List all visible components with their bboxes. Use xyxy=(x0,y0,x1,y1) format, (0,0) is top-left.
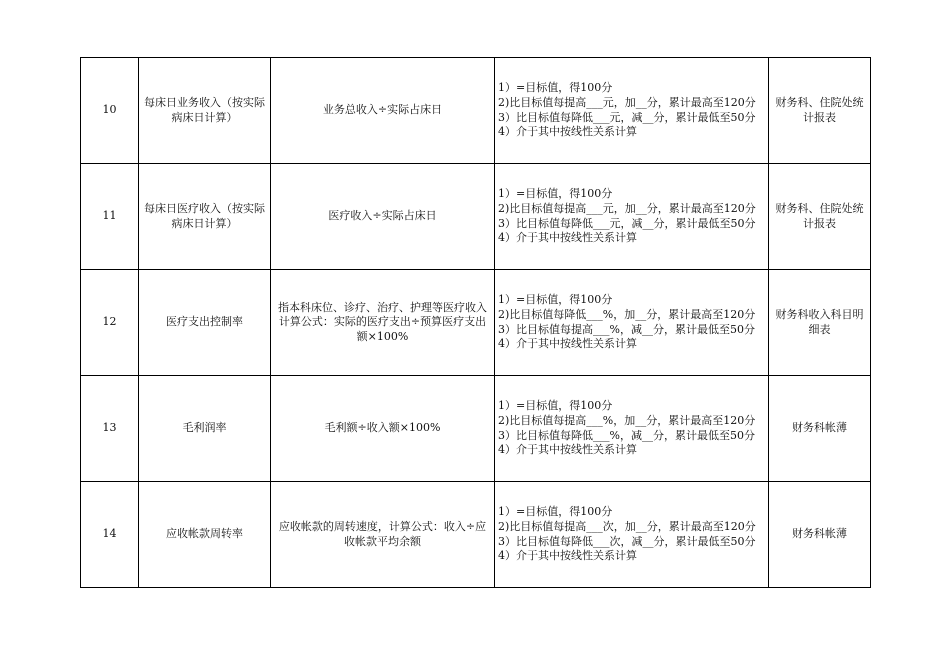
indicator-name: 应收帐款周转率 xyxy=(139,482,271,588)
table-row xyxy=(81,58,871,164)
scoring-rule: 2)比目标值每降低___%，加__分，累计最高至120分 xyxy=(498,307,756,321)
row-number: 13 xyxy=(81,376,139,482)
scoring-rule: 1）=目标值，得100分 xyxy=(498,81,613,95)
row-number: 14 xyxy=(81,482,139,588)
scoring-rule: 2)比目标值每提高___次，加__分，累计最高至120分 xyxy=(498,519,756,533)
scoring-rule: 3）比目标值每降低___次，减__分，累计最低至50分 xyxy=(498,534,756,548)
table-row xyxy=(81,376,871,482)
scoring-rule: 2)比目标值每提高___元，加__分，累计最高至120分 xyxy=(498,201,756,215)
row-number: 10 xyxy=(81,58,139,164)
indicator-table-body xyxy=(81,58,871,588)
scoring-rule: 3）比目标值每提高___%，减__分，累计最低至50分 xyxy=(498,322,755,336)
scoring-rule: 1）=目标值，得100分 xyxy=(498,293,613,307)
table-row xyxy=(81,164,871,270)
scoring-rule: 3）比目标值每降低___元，减__分，累计最低至50分 xyxy=(498,216,756,230)
indicator-name: 每床日业务收入（按实际病床日计算） xyxy=(139,58,271,164)
indicator-formula: 指本科床位、诊疗、治疗、护理等医疗收入 计算公式：实际的医疗支出÷预算医疗支出额×100% xyxy=(271,270,495,376)
indicator-formula: 毛利额÷收入额×100% xyxy=(271,376,495,482)
scoring-rules xyxy=(495,164,769,270)
data-source: 财务科帐薄 xyxy=(769,482,871,588)
scoring-rule: 3）比目标值每降低___元，减__分，累计最低至50分 xyxy=(498,110,756,124)
scoring-rules xyxy=(495,270,769,376)
scoring-rule: 1）=目标值，得100分 xyxy=(498,187,613,201)
scoring-rule: 4）介于其中按线性关系计算 xyxy=(498,125,637,139)
scoring-rule: 4）介于其中按线性关系计算 xyxy=(498,549,637,563)
indicator-formula: 业务总收入÷实际占床日 xyxy=(271,58,495,164)
indicator-name: 医疗支出控制率 xyxy=(139,270,271,376)
scoring-rule: 4）介于其中按线性关系计算 xyxy=(498,443,637,457)
scoring-rules xyxy=(495,58,769,164)
indicator-formula: 医疗收入÷实际占床日 xyxy=(271,164,495,270)
scoring-rule: 2)比目标值每提高___元，加__分，累计最高至120分 xyxy=(498,95,756,109)
scoring-rule: 4）介于其中按线性关系计算 xyxy=(498,337,637,351)
row-number: 12 xyxy=(81,270,139,376)
table-row xyxy=(81,482,871,588)
scoring-rule: 1）=目标值，得100分 xyxy=(498,505,613,519)
table-row xyxy=(81,270,871,376)
scoring-rules xyxy=(495,376,769,482)
indicator-name: 毛利润率 xyxy=(139,376,271,482)
scoring-rules xyxy=(495,482,769,588)
data-source: 财务科收入科目明细表 xyxy=(769,270,871,376)
data-source: 财务科帐薄 xyxy=(769,376,871,482)
row-number: 11 xyxy=(81,164,139,270)
scoring-rule: 1）=目标值，得100分 xyxy=(498,399,613,413)
scoring-rule: 3）比目标值每降低___%，减__分，累计最低至50分 xyxy=(498,428,755,442)
indicator-name: 每床日医疗收入（按实际病床日计算） xyxy=(139,164,271,270)
indicator-table xyxy=(80,57,871,588)
indicator-formula: 应收帐款的周转速度，计算公式：收入÷应收帐款平均余额 xyxy=(271,482,495,588)
scoring-rule: 4）介于其中按线性关系计算 xyxy=(498,231,637,245)
data-source: 财务科、住院处统计报表 xyxy=(769,164,871,270)
scoring-rule: 2)比目标值每提高___%，加__分，累计最高至120分 xyxy=(498,413,756,427)
data-source: 财务科、住院处统计报表 xyxy=(769,58,871,164)
